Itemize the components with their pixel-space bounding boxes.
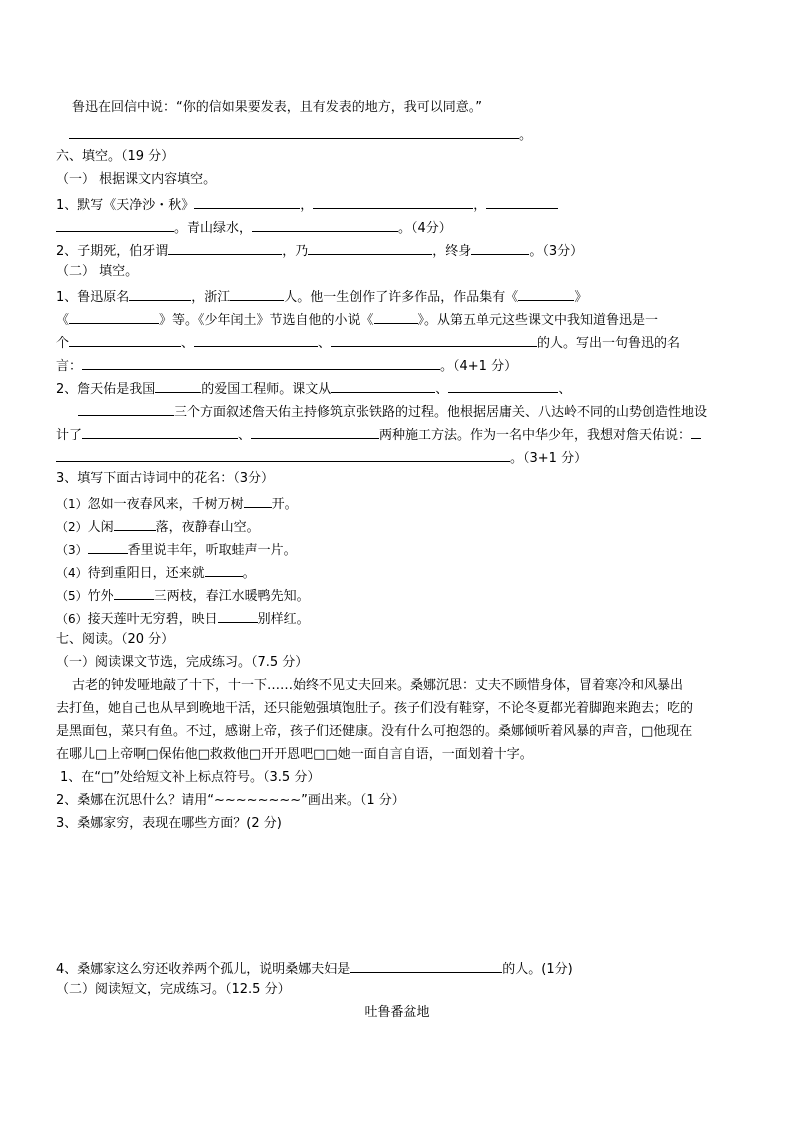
blank[interactable] bbox=[448, 378, 558, 393]
poem-text: 待到重阳日，还来就 bbox=[87, 566, 205, 581]
poem-3 bbox=[56, 539, 297, 560]
section-6-part-1-title: （一） 根据课文内容填空。 bbox=[56, 172, 217, 187]
blank[interactable] bbox=[69, 309, 159, 324]
reading-paragraph-line: 去打鱼，她自己也从早到晚地干活，还只能勉强填饱肚子。孩子们没有鞋穿，不论冬夏都光着脚跑来跑去；吃的 bbox=[56, 701, 694, 716]
blank[interactable] bbox=[691, 424, 701, 439]
question-text: ，乃 bbox=[282, 244, 309, 259]
blank[interactable] bbox=[129, 286, 191, 301]
blank[interactable] bbox=[251, 424, 379, 439]
section-6-part-2-title: （二） 填空。 bbox=[56, 264, 139, 279]
poem-text: 落，夜静春山空。 bbox=[155, 520, 260, 535]
blank[interactable] bbox=[518, 286, 574, 301]
poem-number: （6） bbox=[56, 612, 88, 626]
question-text: 。青山绿水， bbox=[174, 221, 253, 236]
question-text: 》 bbox=[574, 290, 588, 305]
section-7-title: 七、阅读。（20 分） bbox=[56, 632, 175, 647]
blank[interactable] bbox=[194, 332, 318, 347]
poem-number: （4） bbox=[56, 566, 88, 580]
punct: ， bbox=[473, 198, 487, 213]
blank[interactable] bbox=[218, 608, 258, 623]
zhan-line1 bbox=[56, 378, 571, 399]
question-text: 三个方面叙述詹天佑主持修筑京张铁路的过程。他根据居庸关、八达岭不同的山势创造性地设 bbox=[174, 405, 708, 420]
blank[interactable] bbox=[69, 332, 181, 347]
blank[interactable] bbox=[114, 585, 154, 600]
quote-answer-line bbox=[69, 124, 532, 145]
question-text: 人。他一生创作了许多作品，作品集有《 bbox=[284, 290, 519, 305]
blank[interactable] bbox=[230, 286, 284, 301]
article-title: 吐鲁番盆地 bbox=[364, 1005, 430, 1020]
section-7-part-2-title: （二）阅读短文，完成练习。（12.5 分） bbox=[56, 982, 291, 997]
reading-paragraph-line: 在哪儿□上帝啊□保佑他□救救他□开开恩吧□□她一面自言自语，一面划着十字。 bbox=[56, 747, 533, 762]
blank[interactable] bbox=[374, 309, 418, 324]
blank[interactable] bbox=[168, 240, 282, 255]
blank[interactable] bbox=[194, 194, 300, 209]
poem-text: 别样红。 bbox=[257, 612, 310, 627]
poem-text: 开。 bbox=[271, 497, 298, 512]
blank[interactable] bbox=[69, 124, 519, 139]
blank[interactable] bbox=[82, 424, 238, 439]
punct: 、 bbox=[238, 428, 252, 443]
question-text: 。（3分） bbox=[529, 244, 584, 259]
blank[interactable] bbox=[471, 240, 529, 255]
question-text: 。（4分） bbox=[398, 221, 452, 236]
punct: 、 bbox=[558, 382, 572, 397]
blank[interactable] bbox=[331, 332, 537, 347]
blank[interactable] bbox=[313, 194, 473, 209]
question-text: 1、鲁迅原名 bbox=[56, 290, 130, 305]
blank[interactable] bbox=[88, 539, 128, 554]
poem-2 bbox=[56, 516, 260, 537]
question-text: 个 bbox=[56, 336, 70, 351]
question-text: ，终身 bbox=[432, 244, 472, 259]
punct: ， bbox=[300, 198, 314, 213]
blank[interactable] bbox=[486, 194, 558, 209]
blank[interactable] bbox=[56, 447, 510, 462]
poem-text: 。 bbox=[242, 566, 256, 581]
poem-6 bbox=[56, 608, 310, 629]
blank[interactable] bbox=[155, 378, 201, 393]
punct: 、 bbox=[318, 336, 332, 351]
reading-q2: 2、桑娜在沉思什么？请用“~~~~~~~~”画出来。（1 分） bbox=[56, 793, 405, 808]
punct: 、 bbox=[435, 382, 449, 397]
section-7-part-1-title: （一）阅读课文节选，完成练习。（7.5 分） bbox=[56, 655, 309, 670]
reading-paragraph-line: 古老的钟发哑地敲了十下，十一下……始终不见丈夫回来。桑娜沉思：丈夫不顾惜身体，冒着寒冷和风暴出 bbox=[72, 678, 684, 693]
blank[interactable] bbox=[56, 217, 174, 232]
fill-q1-line2 bbox=[56, 217, 452, 238]
blank[interactable] bbox=[114, 516, 156, 531]
question-text: ，浙江 bbox=[191, 290, 231, 305]
flower-question-title: 3、填写下面古诗词中的花名：（3分） bbox=[56, 471, 275, 486]
poem-number: （1） bbox=[56, 497, 88, 511]
poem-text: 人闲 bbox=[87, 520, 114, 535]
zhan-line3 bbox=[56, 424, 701, 445]
blank[interactable] bbox=[82, 355, 440, 370]
poem-text: 竹外 bbox=[87, 589, 114, 604]
blank[interactable] bbox=[252, 217, 398, 232]
zhan-line4 bbox=[56, 447, 587, 468]
reading-q1: 1、在“□”处给短文补上标点符号。（3.5 分） bbox=[60, 770, 321, 785]
blank[interactable] bbox=[205, 562, 243, 577]
question-text: 。（3+1 分） bbox=[510, 451, 588, 466]
reading-q3: 3、桑娜家穷，表现在哪些方面？(2 分) bbox=[56, 816, 282, 831]
poem-text: 香里说丰年，听取蛙声一片。 bbox=[127, 543, 297, 558]
poem-number: （2） bbox=[56, 520, 88, 534]
question-text: 。（4+1 分） bbox=[440, 359, 518, 374]
reading-q4 bbox=[56, 958, 573, 979]
question-text: 》。从第五单元这些课文中我知道鲁迅是一 bbox=[417, 313, 659, 328]
poem-text: 忽如一夜春风来，千树万树 bbox=[87, 497, 244, 512]
question-text: 2、子期死，伯牙谓 bbox=[56, 244, 169, 259]
poem-4 bbox=[56, 562, 256, 583]
question-text: 1、默写《天净沙・秋》 bbox=[56, 198, 195, 213]
question-text: 的人。(1分) bbox=[502, 962, 573, 977]
poem-text: 接天莲叶无穷碧，映日 bbox=[87, 612, 218, 627]
luxun-line3 bbox=[56, 332, 680, 353]
blank[interactable] bbox=[350, 958, 502, 973]
question-text: 《 bbox=[56, 313, 70, 328]
luxun-line1 bbox=[56, 286, 587, 307]
question-text: 计了 bbox=[56, 428, 83, 443]
question-text: 4、桑娜家这么穷还收养两个孤儿，说明桑娜夫妇是 bbox=[56, 962, 351, 977]
question-text: 2、詹天佑是我国 bbox=[56, 382, 156, 397]
punct: 、 bbox=[181, 336, 195, 351]
quote-line: 鲁迅在回信中说：“你的信如果要发表，且有发表的地方，我可以同意。” bbox=[72, 100, 482, 115]
fill-q2-line bbox=[56, 240, 583, 261]
punct: 。 bbox=[519, 128, 533, 143]
question-text: 言： bbox=[56, 359, 83, 374]
poem-text: 三两枝，春江水暖鸭先知。 bbox=[153, 589, 310, 604]
blank[interactable] bbox=[78, 401, 174, 416]
blank[interactable] bbox=[308, 240, 432, 255]
blank[interactable] bbox=[331, 378, 435, 393]
question-text: 》等。《少年闰土》节选自他的小说《 bbox=[159, 313, 374, 328]
question-text: 的人。写出一句鲁迅的名 bbox=[537, 336, 681, 351]
question-text: 的爱国工程师。课文从 bbox=[201, 382, 332, 397]
section-6-title: 六、填空。（19 分） bbox=[56, 149, 175, 164]
poem-number: （3） bbox=[56, 543, 88, 557]
poem-number: （5） bbox=[56, 589, 88, 603]
poem-5 bbox=[56, 585, 310, 606]
luxun-line2 bbox=[56, 309, 658, 330]
zhan-line2 bbox=[56, 401, 707, 422]
question-text: 两种施工方法。作为一名中华少年，我想对詹天佑说： bbox=[379, 428, 692, 443]
fill-q1-line1 bbox=[56, 194, 558, 215]
reading-paragraph-line: 是黑面包，菜只有鱼。不过，感谢上帝，孩子们还健康。没有什么可抱怨的。桑娜倾听着风暴的声音，□他现在 bbox=[56, 724, 693, 739]
blank[interactable] bbox=[244, 493, 272, 508]
luxun-line4 bbox=[56, 355, 517, 376]
poem-1 bbox=[56, 493, 298, 514]
